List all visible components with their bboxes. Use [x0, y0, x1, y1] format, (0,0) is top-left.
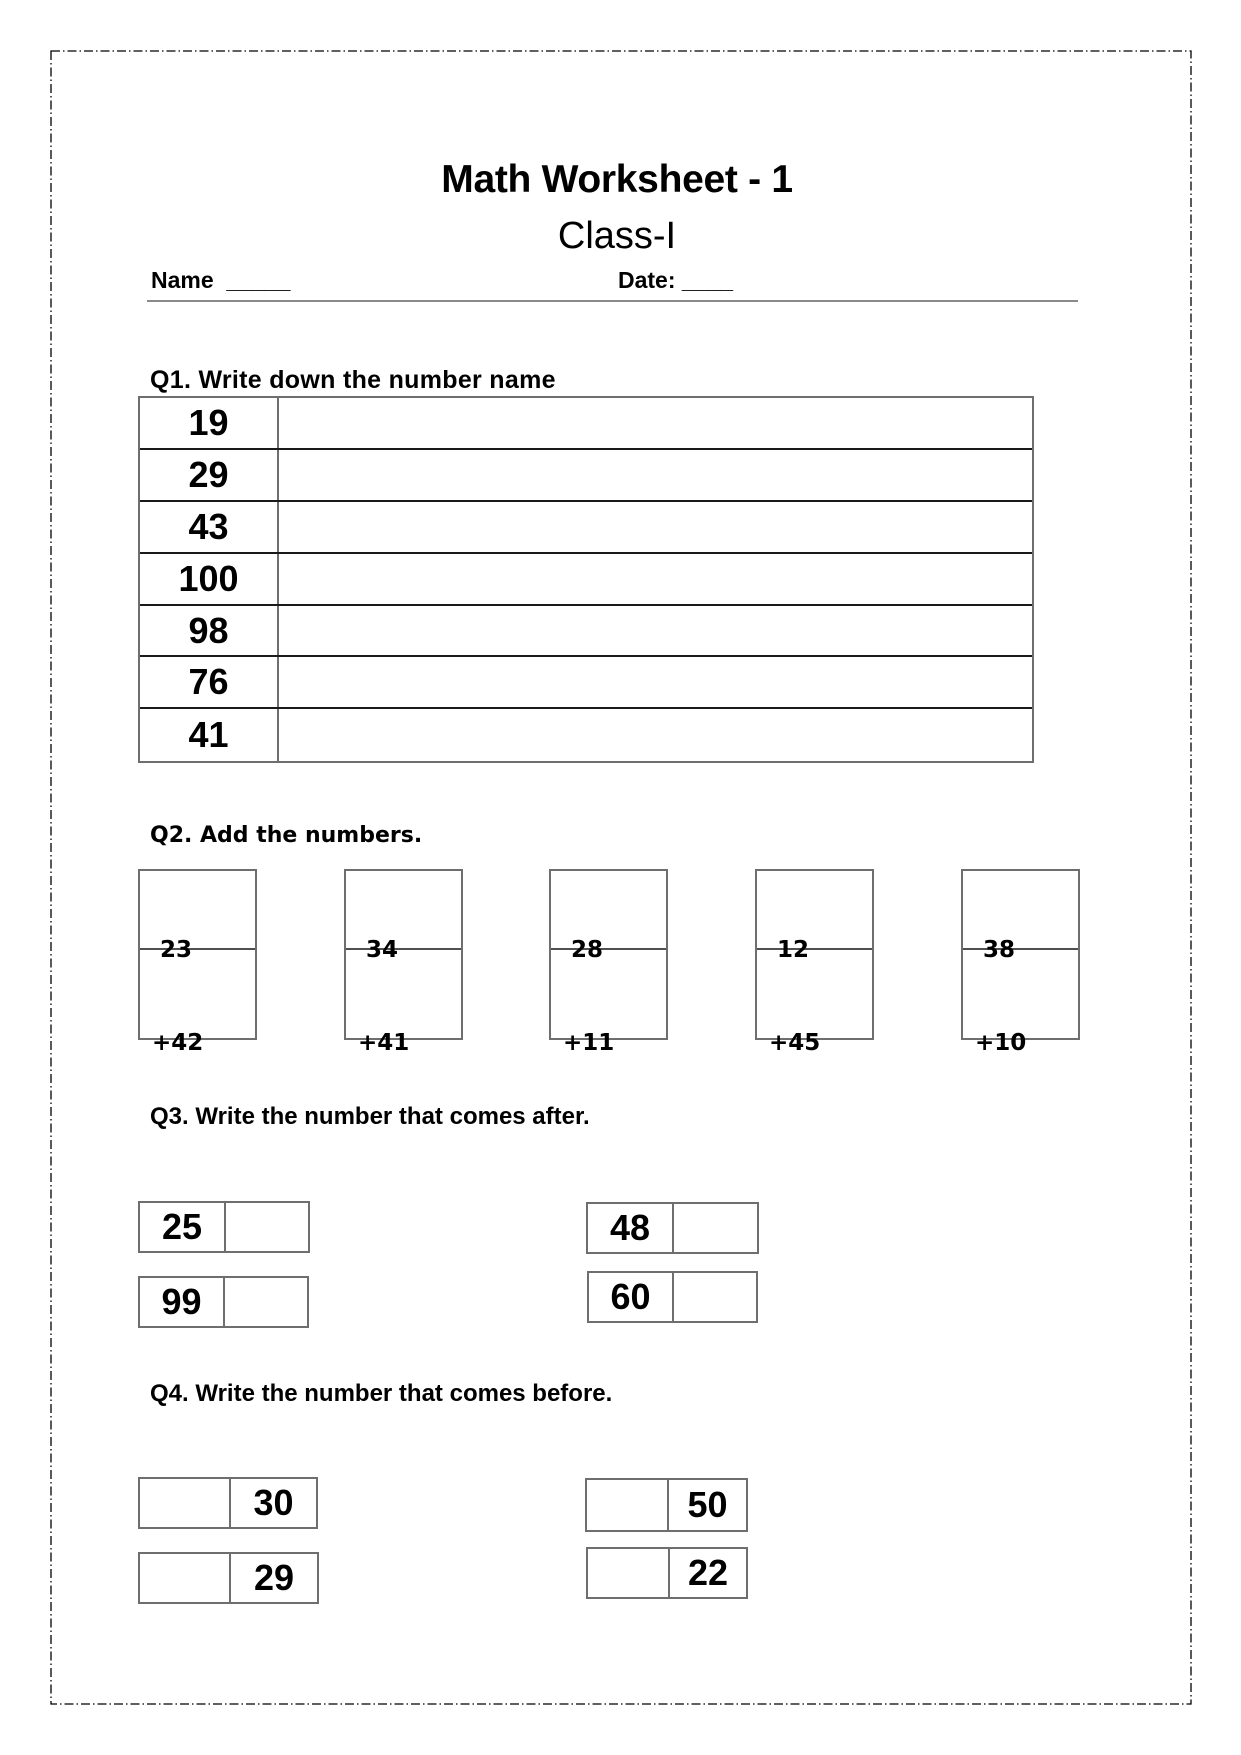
given-number: 30: [253, 1482, 294, 1523]
header-divider: [147, 300, 1078, 302]
number-before-pair: [138, 1552, 319, 1604]
given-number: 99: [140, 1278, 225, 1326]
q1-label: Q1. Write down the number name: [150, 366, 556, 394]
answer-cell[interactable]: [226, 1203, 308, 1251]
table-row: [140, 709, 1032, 761]
given-number: 22: [687, 1552, 729, 1593]
given-number: 48: [588, 1204, 674, 1252]
addition-operands: [346, 871, 461, 1056]
addend-bottom: +41: [358, 1030, 410, 1056]
answer-cell[interactable]: [674, 1204, 757, 1252]
table-row: [140, 450, 1032, 502]
q1-number: 19: [140, 398, 279, 448]
q1-answer-cell[interactable]: [279, 398, 1032, 448]
table-row: [140, 554, 1032, 606]
q1-answer-cell[interactable]: [279, 554, 1032, 604]
q1-number-name-table: [138, 396, 1034, 763]
q1-answer-cell[interactable]: [279, 606, 1032, 656]
number-after-pair: [586, 1202, 759, 1254]
answer-cell[interactable]: [587, 1480, 669, 1530]
number-before-pair: [585, 1478, 748, 1532]
q1-number: 41: [140, 709, 279, 761]
addition-problem: [755, 869, 874, 1056]
q2-label: Q2. Add the numbers.: [150, 823, 423, 848]
q1-answer-cell[interactable]: [279, 502, 1032, 552]
q1-answer-cell[interactable]: [279, 657, 1032, 707]
answer-cell[interactable]: [140, 1554, 231, 1602]
q1-answer-cell[interactable]: [279, 709, 1032, 761]
name-field[interactable]: Name _____: [151, 267, 291, 293]
addend-top: 12: [769, 937, 810, 963]
number-after-pair: [138, 1201, 310, 1253]
q4-label: Q4. Write the number that comes before.: [150, 1380, 613, 1407]
given-number: 29: [253, 1557, 295, 1598]
class-subtitle: Class-I: [557, 215, 677, 257]
answer-cell[interactable]: [588, 1549, 670, 1597]
table-row: [140, 398, 1032, 450]
answer-cell[interactable]: [674, 1273, 756, 1321]
answer-cell[interactable]: [140, 1479, 231, 1527]
addition-operands: [757, 871, 872, 1056]
table-row: [140, 657, 1032, 709]
addend-bottom: +11: [563, 1030, 615, 1056]
q3-label: Q3. Write the number that comes after.: [150, 1103, 590, 1130]
addend-top: 38: [975, 937, 1016, 963]
table-row: [140, 606, 1032, 658]
given-number: 60: [589, 1273, 674, 1321]
addition-operands: [551, 871, 666, 1056]
addend-bottom: +45: [769, 1030, 821, 1056]
worksheet-title: Math Worksheet - 1: [441, 158, 793, 201]
q1-number: 100: [140, 554, 279, 604]
given-number: 50: [687, 1484, 728, 1525]
q1-number: 98: [140, 606, 279, 656]
addition-operands: [963, 871, 1078, 1056]
addition-problem: [961, 869, 1080, 1056]
number-before-pair: [586, 1547, 748, 1599]
q1-answer-cell[interactable]: [279, 450, 1032, 500]
addition-operands: [140, 871, 255, 1056]
q1-number: 43: [140, 502, 279, 552]
addition-problem: [549, 869, 668, 1056]
addend-top: 34: [358, 937, 399, 963]
given-number: 25: [140, 1203, 226, 1251]
answer-cell[interactable]: [225, 1278, 307, 1326]
addition-problem: [344, 869, 463, 1056]
number-before-pair: [138, 1477, 318, 1529]
addend-bottom: +10: [975, 1030, 1027, 1056]
number-after-pair: [138, 1276, 309, 1328]
addend-top: 23: [152, 937, 193, 963]
table-row: [140, 502, 1032, 554]
addend-bottom: +42: [152, 1030, 204, 1056]
q1-number: 76: [140, 657, 279, 707]
number-after-pair: [587, 1271, 758, 1323]
date-field[interactable]: Date: ____: [618, 267, 734, 293]
q1-number: 29: [140, 450, 279, 500]
addition-problem: [138, 869, 257, 1056]
addend-top: 28: [563, 937, 604, 963]
